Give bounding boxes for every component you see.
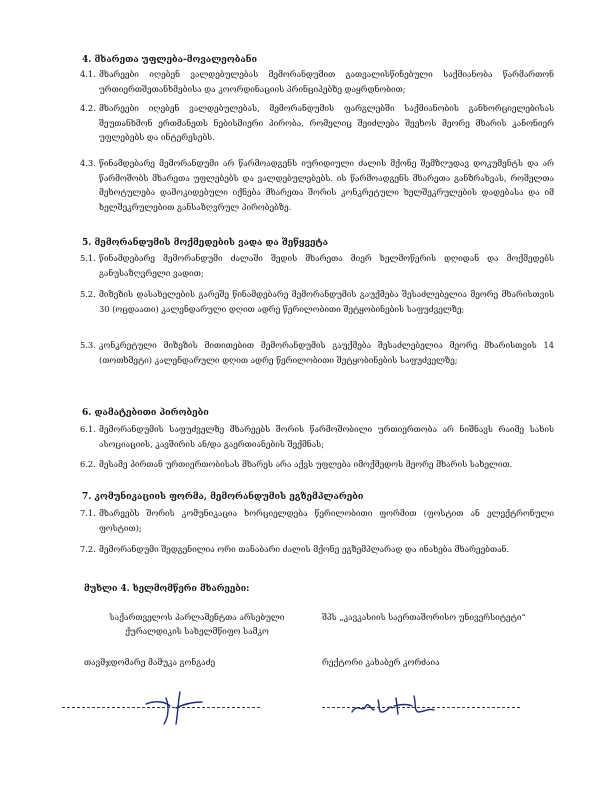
clause-7-1 (80, 506, 554, 535)
section-7-title: 7. კომუნიკაციის ფორმა, მემორანდუმის ეგზემპლარები (82, 492, 364, 502)
clause-number: 7.1. (80, 508, 96, 518)
left-org-line-1: საქართველოს პარლამენტთა არსებული (109, 612, 285, 622)
section-6-title: 6. დამატებითი პირობები (82, 408, 209, 418)
clause-4-1 (80, 67, 554, 96)
clause-number: 6.2. (80, 459, 96, 469)
clause-5-3 (80, 338, 554, 367)
left-party-org (92, 610, 302, 638)
clause-text: მემორანდუმის საფუძველზე მხარეებს შორის წარმოშობილი ურთიერთობა არ ნიშნავს რაიმე სახის ასოციაციის, კავშირის ან/და გაერთიანების შექმნას; (99, 424, 554, 449)
left-signature-image (136, 680, 246, 730)
right-signature-line (322, 707, 520, 708)
right-signature-image (348, 690, 458, 720)
left-signature-line (62, 707, 260, 708)
clause-4-3 (80, 156, 554, 214)
clause-text: მხარეები იღებენ ვალდებულებას მემორანდუმით გათვალისწინებული საქმიანობა წარმართონ ურთიერთშეთანხმებისა და კოორდინაციის პრინციპებზე დაყრდნობით; (99, 69, 554, 94)
clause-number: 6.1. (80, 424, 96, 434)
clause-number: 7.2. (80, 544, 96, 554)
clause-text: მხარეებს შორის კომუნიკაცია ხორციელდება წერილობითი ფორმით (ფოსტით ან ელექტრონული ფოსტით); (99, 508, 554, 533)
right-signatory-name: რექტორი კახაბერ კორძაია (322, 657, 440, 667)
left-signatory-name: თავმჯდომარე მამუკა გონგაძე (84, 657, 216, 667)
clause-text: მიზეზის დასახელების გარეშე წინამდებარე მემორანდუმის გაუქმება შესაძლებელია მეორე მხარისთვის 30 (ოცდაათი) კალენდარული დღით ადრე წერილობითი შეტყობინების საფუძველზე; (99, 289, 554, 314)
clause-5-2 (80, 287, 554, 316)
clause-6-2 (80, 457, 554, 472)
clause-text: კონკრეტული მიზეზის მითითებით მემორანდუმის გაუქმება შესაძლებელია მეორე მხარისთვის 14 (თოთხმეტი) კალენდარული დღით ადრე წერილობითი შეტყობინების საფუძველზე; (99, 340, 554, 365)
clause-text: მხარეები იღებენ ვალდებულებას, მემორანდუმის ფარგლებში საქმიანობის განხორციელებისას შეუთანხმონ ერთმანეთს ნებისმიერი პირობა, რომელიც შეიძლება შეეხოს მეორე მხარის კანონიერ უფლებებს და ინტერესებს. (99, 103, 554, 143)
clause-number: 5.2. (80, 289, 96, 299)
left-org-line-2: ქურალდიკის სახელმწიფო სამკო (125, 626, 269, 636)
clause-number: 4.1. (80, 69, 96, 79)
right-party-org: შპს „კავკასიის საერთაშორისო უნივერსიტეტი“ (322, 612, 526, 622)
signatories-heading: მუხლი 4. ხელმომწერი მხარეები: (84, 584, 250, 594)
clause-text: წინამდებარე მემორანდუმი არ წარმოადგენს იურიდიული ძალის მქონე შემზღუდავ დოკუმენტს და არ წარმოშობს მხარეთა უფლებებს და ვალდებულებებს. ის წარმოადგენს მხარეთა განზრახვას, რომელთა მეხოტულება დამოკიდებული იქნება მხარეთა შორის კონკრეტული ხელშეკრულების დადებასა და იმ ხელშეკრულებით განსაზღვრულ პირობებზე. (99, 158, 554, 212)
clause-7-2 (80, 542, 554, 557)
clause-number: 4.3. (80, 158, 96, 168)
clause-number: 5.3. (80, 340, 96, 350)
clause-number: 5.1. (80, 253, 96, 263)
section-5-title: 5. მემორანდუმის მოქმედების ვადა და შეწყვეტა (82, 238, 328, 248)
clause-number: 4.2. (80, 103, 96, 113)
clause-4-2 (80, 101, 554, 145)
clause-5-1 (80, 251, 554, 280)
section-4-title: 4. მხარეთა უფლება-მოვალეობანი (82, 55, 257, 65)
clause-text: მემორანდუმი შედგენილია ორი თანაბარი ძალის მქონე ეგზემპლარად და ინახება მხარეებთან. (99, 544, 510, 554)
clause-6-1 (80, 422, 554, 451)
clause-text: წინამდებარე მემორანდუმი ძალაში შედის მხარეთა მიერ ხელმოწერის დღიდან და მოქმედებს განუსაზღვრელი ვადით; (99, 253, 554, 278)
clause-text: მესამე პირთან ურთიერთობისას მხარეს არა აქვს უფლება იმოქმედოს მეორე მხარის სახელით. (99, 459, 513, 469)
